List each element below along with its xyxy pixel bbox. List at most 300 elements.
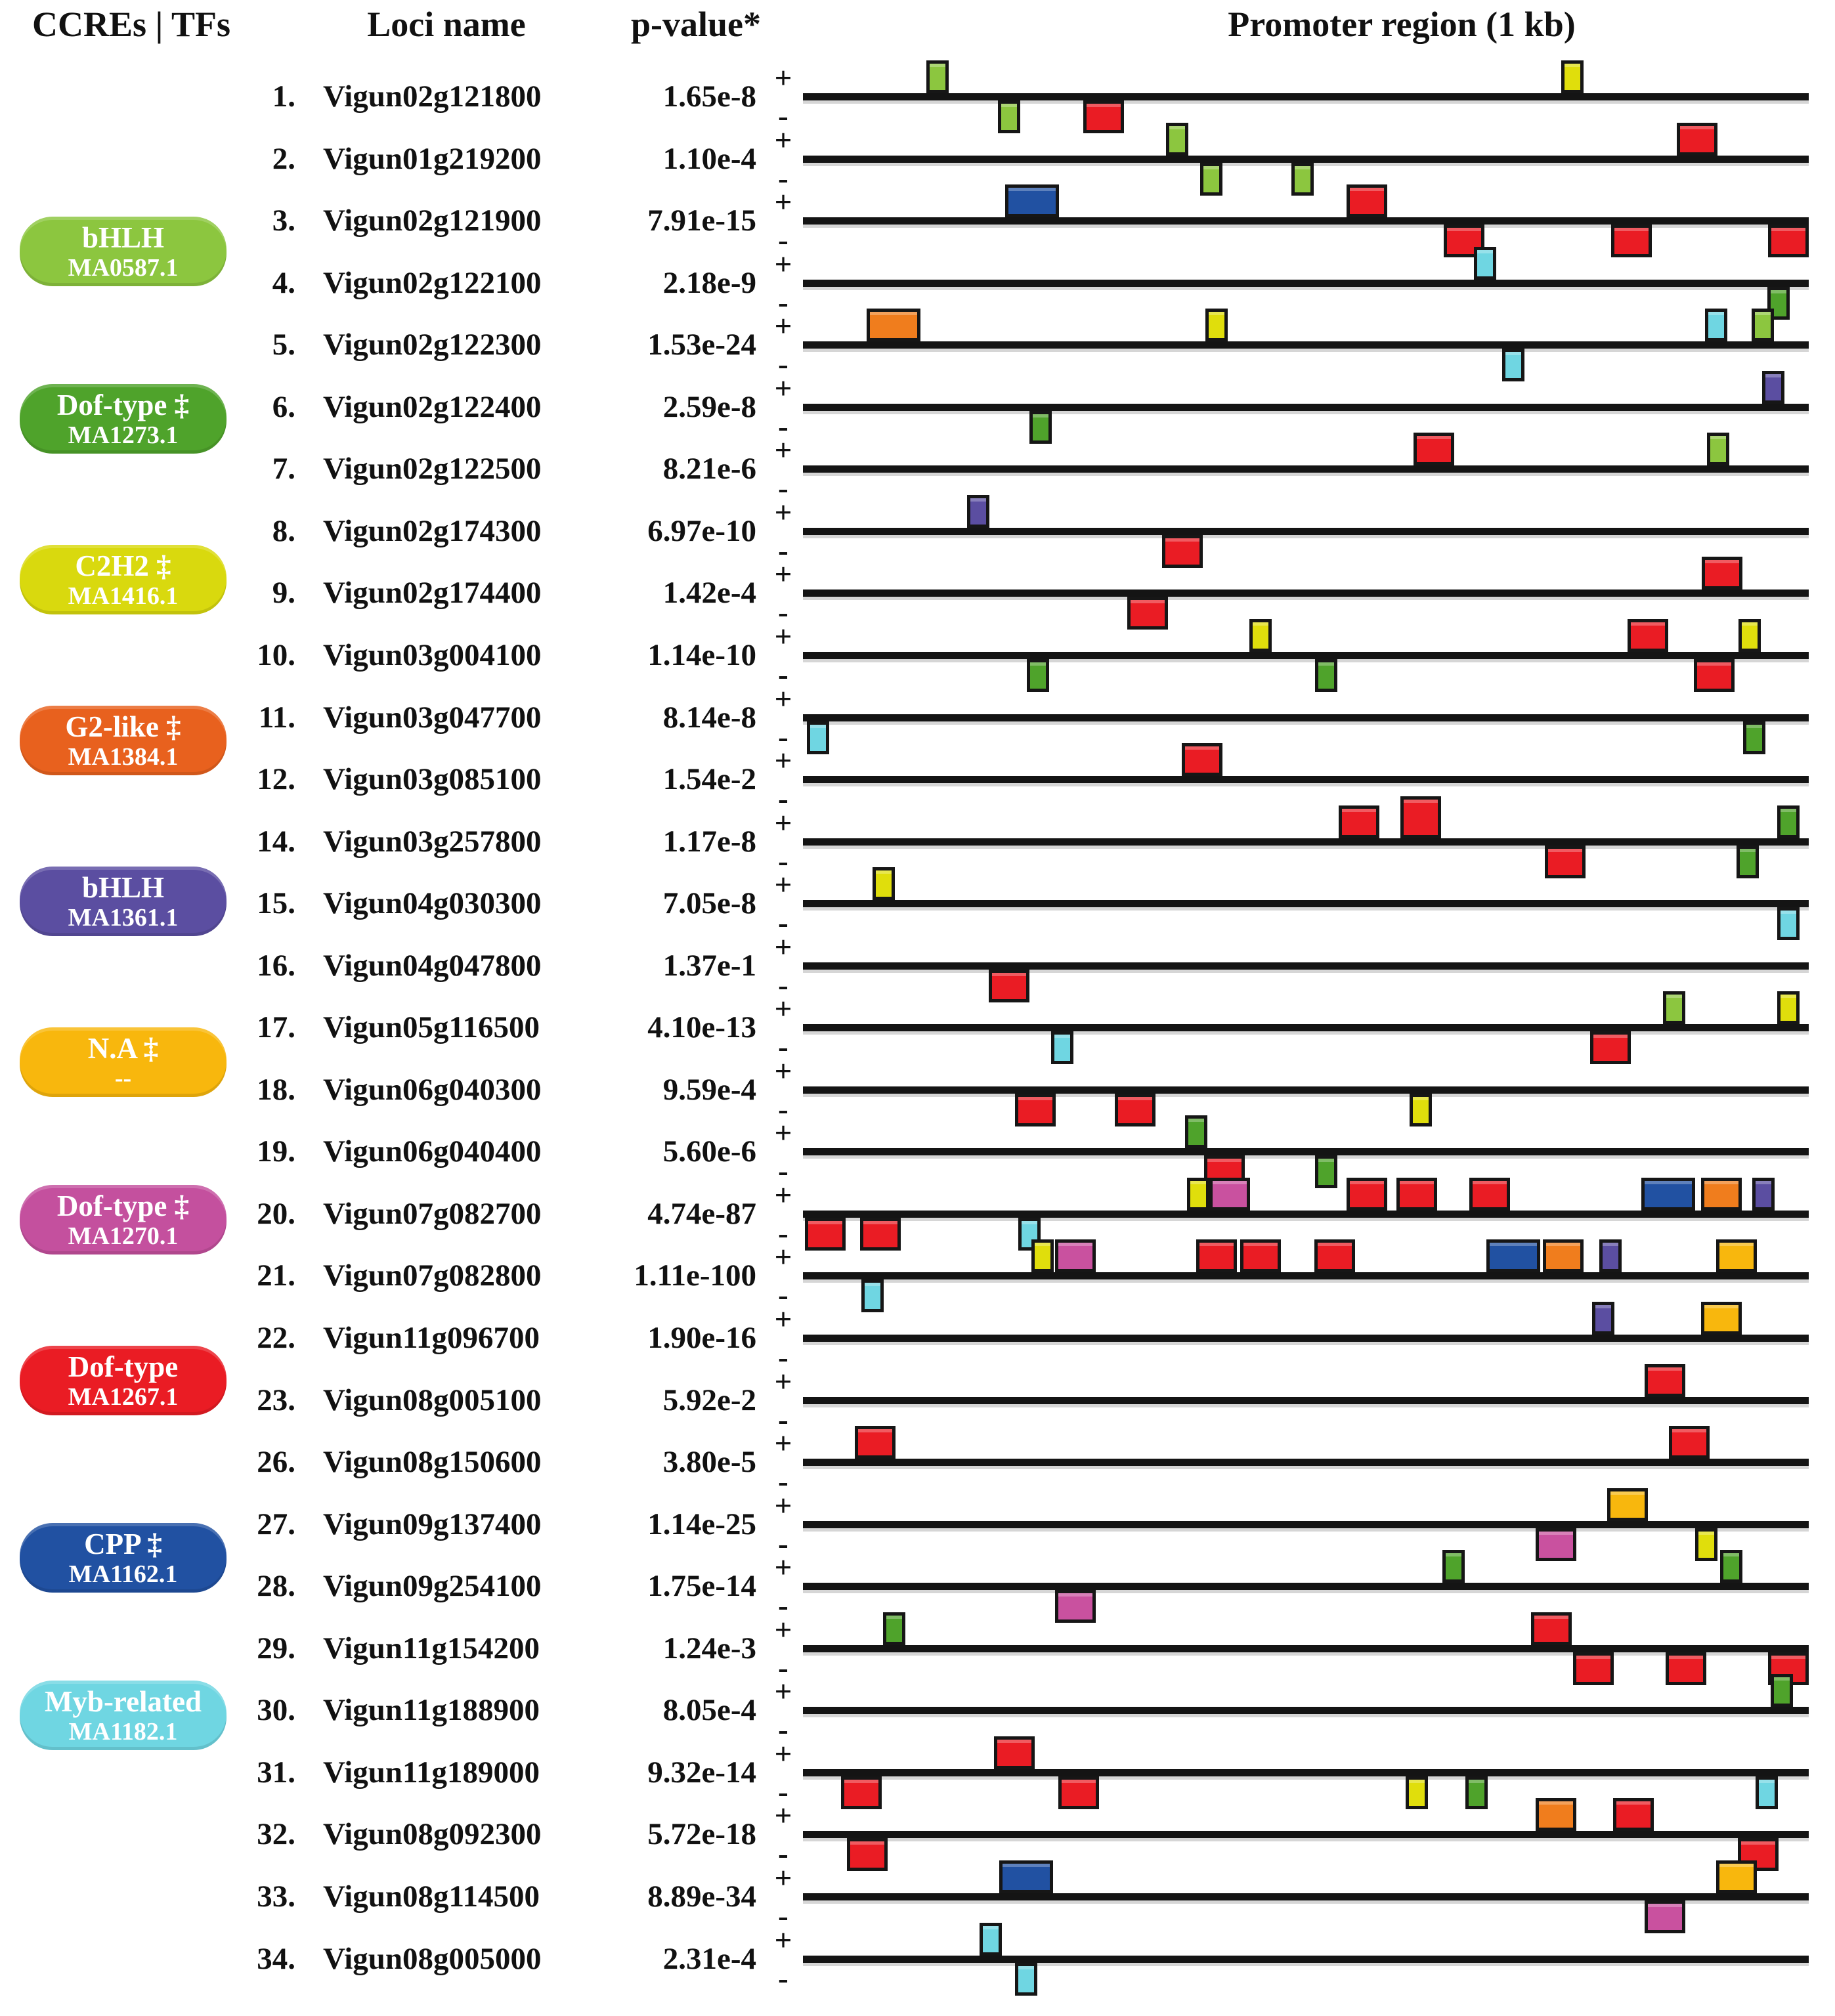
- promoter-line: [803, 528, 1809, 535]
- legend-item-name: Dof-type ‡: [56, 1190, 190, 1222]
- motif-box-cy: [1777, 907, 1800, 940]
- locus-name: Vigun03g257800: [323, 824, 542, 859]
- minus-strand-label: -: [778, 161, 788, 196]
- minus-strand-label: -: [778, 471, 788, 506]
- locus-name: Vigun11g188900: [323, 1693, 540, 1728]
- plus-strand-label: +: [774, 1612, 792, 1647]
- promoter-line: [803, 1893, 1809, 1900]
- plus-strand-label: +: [774, 433, 792, 468]
- motif-box-rd: [1613, 1798, 1654, 1831]
- motif-box-yl: [1249, 619, 1272, 652]
- motif-box-rd: [1015, 1094, 1056, 1126]
- column-header-promoter-region: Promoter region (1 kb): [1228, 5, 1576, 44]
- locus-name: Vigun01g219200: [323, 141, 542, 176]
- row-number: 20.: [257, 1196, 295, 1231]
- motif-box-rd: [1768, 225, 1809, 257]
- minus-strand-label: -: [778, 1589, 788, 1623]
- motif-box-g1: [1166, 123, 1188, 156]
- motif-box-yl: [1695, 1528, 1717, 1561]
- legend-item-id: MA1270.1: [68, 1222, 179, 1250]
- locus-name: Vigun02g121800: [323, 79, 542, 114]
- locus-name: Vigun02g121900: [323, 204, 542, 238]
- plus-strand-label: +: [774, 371, 792, 406]
- row-number: 34.: [257, 1941, 295, 1976]
- plus-strand-label: +: [774, 61, 792, 95]
- motif-box-rd: [1314, 1239, 1355, 1272]
- p-value: 7.91e-15: [647, 204, 756, 238]
- minus-strand-label: -: [778, 1402, 788, 1437]
- row-number: 3.: [272, 204, 295, 238]
- motif-box-rd: [1611, 225, 1652, 257]
- motif-box-cy: [807, 721, 829, 754]
- motif-box-g2: [1027, 659, 1049, 692]
- row-number: 5.: [272, 328, 295, 362]
- plus-strand-label: +: [774, 1923, 792, 1958]
- motif-box-rd: [1182, 743, 1222, 776]
- minus-strand-label: -: [778, 99, 788, 133]
- p-value: 8.05e-4: [662, 1693, 756, 1728]
- minus-strand-label: -: [778, 782, 788, 817]
- plus-strand-label: +: [774, 1736, 792, 1771]
- promoter-line: [803, 93, 1809, 100]
- locus-name: Vigun02g122100: [323, 265, 542, 300]
- legend-item-name: G2-like ‡: [65, 710, 181, 743]
- motif-box-rd: [1347, 184, 1387, 217]
- motif-box-rd: [805, 1218, 846, 1251]
- motif-box-rd: [1628, 619, 1668, 652]
- motif-box-g2: [1465, 1776, 1488, 1809]
- locus-name: Vigun08g092300: [323, 1817, 542, 1852]
- motif-box-yl: [873, 867, 895, 900]
- motif-box-rd: [841, 1776, 882, 1809]
- plus-strand-label: +: [774, 1488, 792, 1523]
- plus-strand-label: +: [774, 1240, 792, 1275]
- promoter-line: [803, 1148, 1809, 1155]
- row-number: 14.: [257, 824, 295, 859]
- motif-box-rd: [994, 1736, 1035, 1769]
- motif-box-rd: [1396, 1178, 1437, 1211]
- p-value: 9.32e-14: [647, 1755, 756, 1790]
- minus-strand-label: -: [778, 844, 788, 878]
- motif-box-pu: [967, 495, 989, 528]
- row-number: 12.: [257, 762, 295, 797]
- motif-box-rd: [1400, 796, 1441, 838]
- promoter-line: [803, 341, 1809, 349]
- promoter-line: [803, 1831, 1809, 1838]
- promoter-line: [803, 1459, 1809, 1466]
- legend-item-name: bHLH: [81, 871, 165, 904]
- promoter-line: [803, 590, 1809, 597]
- promoter-line: [803, 1583, 1809, 1590]
- motif-box-rd: [1115, 1094, 1155, 1126]
- minus-strand-label: -: [778, 1340, 788, 1375]
- plus-strand-label: +: [774, 1364, 792, 1399]
- p-value: 1.14e-25: [647, 1507, 756, 1541]
- row-number: 6.: [272, 389, 295, 424]
- row-number: 4.: [272, 265, 295, 300]
- motif-box-mg: [1645, 1900, 1685, 1933]
- motif-box-or: [1701, 1178, 1742, 1211]
- motif-box-rd: [1694, 659, 1735, 692]
- locus-name: Vigun11g154200: [323, 1631, 540, 1665]
- motif-box-rd: [1058, 1776, 1099, 1809]
- motif-box-g2: [1315, 659, 1337, 692]
- locus-name: Vigun08g005100: [323, 1383, 542, 1417]
- motif-box-am: [1607, 1488, 1648, 1521]
- p-value: 1.53e-24: [647, 328, 756, 362]
- motif-box-rd: [1240, 1239, 1281, 1272]
- motif-box-yl: [1410, 1094, 1432, 1126]
- motif-box-pu: [1599, 1239, 1622, 1272]
- motif-box-rd: [1162, 535, 1203, 568]
- motif-box-g2: [1743, 721, 1765, 754]
- legend-item-name: Dof-type: [68, 1350, 179, 1383]
- locus-name: Vigun09g254100: [323, 1569, 542, 1604]
- promoter-line: [803, 900, 1809, 907]
- motif-box-g2: [1442, 1550, 1465, 1583]
- promoter-line: [803, 465, 1809, 473]
- row-number: 32.: [257, 1817, 295, 1852]
- motif-box-g1: [926, 60, 949, 93]
- p-value: 1.11e-100: [634, 1258, 756, 1293]
- p-value: 5.92e-2: [662, 1383, 756, 1417]
- plus-strand-label: +: [774, 1302, 792, 1337]
- minus-strand-label: -: [778, 1278, 788, 1313]
- row-number: 31.: [257, 1755, 295, 1790]
- legend-item-id: MA1267.1: [68, 1383, 179, 1411]
- motif-box-am: [1701, 1302, 1742, 1335]
- promoter-line: [803, 962, 1809, 970]
- locus-name: Vigun05g116500: [323, 1010, 540, 1045]
- motif-box-rd: [1083, 100, 1124, 133]
- motif-box-bl: [999, 1860, 1053, 1893]
- motif-box-am: [1716, 1239, 1757, 1272]
- p-value: 8.21e-6: [662, 452, 756, 486]
- motif-box-rd: [1127, 597, 1168, 630]
- legend-item-name: Dof-type ‡: [56, 389, 190, 421]
- motif-box-g1: [1200, 163, 1222, 196]
- motif-box-bl: [1486, 1239, 1540, 1272]
- motif-box-g1: [1291, 163, 1314, 196]
- p-value: 5.72e-18: [647, 1817, 756, 1852]
- row-number: 17.: [257, 1010, 295, 1045]
- plus-strand-label: +: [774, 619, 792, 654]
- promoter-line: [803, 1086, 1809, 1094]
- promoter-line: [803, 714, 1809, 721]
- p-value: 1.24e-3: [662, 1631, 756, 1665]
- locus-name: Vigun03g004100: [323, 637, 542, 672]
- minus-strand-label: -: [778, 533, 788, 568]
- row-number: 7.: [272, 452, 295, 486]
- motif-box-yl: [1561, 60, 1584, 93]
- motif-box-cy: [1051, 1031, 1073, 1064]
- p-value: 9.59e-4: [662, 1072, 756, 1107]
- row-number: 28.: [257, 1569, 295, 1604]
- motif-box-g2: [883, 1612, 905, 1645]
- motif-box-bl: [1005, 184, 1059, 217]
- minus-strand-label: -: [778, 968, 788, 1002]
- locus-name: Vigun04g047800: [323, 948, 542, 983]
- motif-box-cy: [980, 1923, 1002, 1956]
- motif-box-mg: [1055, 1239, 1096, 1272]
- p-value: 1.37e-1: [662, 948, 756, 983]
- motif-box-g2: [1029, 411, 1052, 444]
- legend-item-id: MA1361.1: [68, 904, 179, 932]
- minus-strand-label: -: [778, 1154, 788, 1189]
- motif-box-mg: [1209, 1178, 1250, 1211]
- plus-strand-label: +: [774, 309, 792, 344]
- p-value: 8.89e-34: [647, 1879, 756, 1914]
- promoter-line: [803, 280, 1809, 287]
- motif-box-rd: [1669, 1426, 1710, 1459]
- legend-item-id: --: [114, 1065, 132, 1092]
- promoter-line: [803, 1707, 1809, 1714]
- minus-strand-label: -: [778, 409, 788, 444]
- row-number: 10.: [257, 637, 295, 672]
- motif-box-pu: [1592, 1302, 1614, 1335]
- motif-box-g2: [1720, 1550, 1742, 1583]
- motif-box-cy: [1756, 1776, 1778, 1809]
- motif-box-cy: [1502, 349, 1524, 381]
- locus-name: Vigun02g122300: [323, 328, 542, 362]
- row-number: 27.: [257, 1507, 295, 1541]
- legend-item-name: N.A ‡: [87, 1032, 159, 1065]
- plus-strand-label: +: [774, 744, 792, 779]
- row-number: 11.: [258, 700, 295, 735]
- minus-strand-label: -: [778, 1898, 788, 1933]
- motif-box-yl: [1738, 619, 1761, 652]
- motif-box-or: [867, 309, 920, 341]
- motif-box-rd: [1666, 1652, 1706, 1685]
- promoter-line: [803, 838, 1809, 846]
- motif-box-yl: [1031, 1239, 1054, 1272]
- motif-box-rd: [1590, 1031, 1631, 1064]
- motif-box-rd: [1677, 123, 1717, 156]
- motif-box-rd: [847, 1838, 888, 1871]
- plus-strand-label: +: [774, 1426, 792, 1461]
- motif-box-cy: [1015, 1963, 1037, 1996]
- plus-strand-label: +: [774, 557, 792, 592]
- row-number: 30.: [257, 1693, 295, 1728]
- p-value: 4.74e-87: [647, 1196, 756, 1231]
- plus-strand-label: +: [774, 123, 792, 158]
- motif-box-g1: [998, 100, 1020, 133]
- p-value: 2.18e-9: [662, 265, 756, 300]
- locus-name: Vigun04g030300: [323, 886, 542, 921]
- motif-box-rd: [860, 1218, 901, 1251]
- legend-item-id: MA0587.1: [68, 254, 179, 282]
- locus-name: Vigun02g174300: [323, 513, 542, 548]
- minus-strand-label: -: [778, 1837, 788, 1872]
- motif-box-g1: [1752, 309, 1774, 341]
- p-value: 7.05e-8: [662, 886, 756, 921]
- p-value: 8.14e-8: [662, 700, 756, 735]
- locus-name: Vigun09g137400: [323, 1507, 542, 1541]
- locus-name: Vigun03g047700: [323, 700, 542, 735]
- plus-strand-label: +: [774, 1675, 792, 1709]
- locus-name: Vigun11g096700: [323, 1321, 540, 1355]
- p-value: 1.75e-14: [647, 1569, 756, 1604]
- locus-name: Vigun02g174400: [323, 576, 542, 611]
- motif-box-cy: [861, 1279, 884, 1312]
- legend-item-id: MA1384.1: [68, 743, 179, 771]
- legend-item-id: MA1182.1: [68, 1718, 178, 1746]
- minus-strand-label: -: [778, 1526, 788, 1561]
- motif-box-g2: [1777, 805, 1800, 838]
- motif-box-g2: [1185, 1115, 1207, 1148]
- motif-box-cy: [1474, 247, 1496, 280]
- legend-item-id: MA1416.1: [68, 582, 179, 610]
- legend-item-name: bHLH: [81, 221, 165, 254]
- motif-box-rd: [1531, 1612, 1572, 1645]
- legend-item-name: Myb-related: [44, 1685, 202, 1718]
- promoter-line: [803, 404, 1809, 411]
- legend-item-id: MA1162.1: [68, 1560, 178, 1588]
- motif-box-mg: [1055, 1590, 1096, 1623]
- plus-strand-label: +: [774, 930, 792, 964]
- p-value: 1.10e-4: [662, 141, 756, 176]
- promoter-line: [803, 1024, 1809, 1031]
- locus-name: Vigun06g040400: [323, 1134, 542, 1169]
- row-number: 19.: [257, 1134, 295, 1169]
- row-number: 1.: [272, 79, 295, 114]
- column-header-loci-name: Loci name: [367, 5, 526, 44]
- minus-strand-label: -: [778, 1774, 788, 1809]
- motif-box-or: [1543, 1239, 1584, 1272]
- plus-strand-label: +: [774, 681, 792, 716]
- minus-strand-label: -: [778, 1465, 788, 1499]
- legend-item-name: CPP ‡: [84, 1528, 162, 1560]
- p-value: 1.65e-8: [662, 79, 756, 114]
- motif-box-cy: [1705, 309, 1727, 341]
- minus-strand-label: -: [778, 347, 788, 382]
- row-number: 33.: [257, 1879, 295, 1914]
- plus-strand-label: +: [774, 185, 792, 220]
- plus-strand-label: +: [774, 1551, 792, 1585]
- row-number: 29.: [257, 1631, 295, 1665]
- locus-name: Vigun11g189000: [323, 1755, 540, 1790]
- promoter-line: [803, 1769, 1809, 1776]
- p-value: 3.80e-5: [662, 1445, 756, 1480]
- p-value: 1.90e-16: [647, 1321, 756, 1355]
- promoter-line: [803, 1397, 1809, 1404]
- locus-name: Vigun08g005000: [323, 1941, 542, 1976]
- minus-strand-label: -: [778, 1030, 788, 1065]
- row-number: 23.: [257, 1383, 295, 1417]
- row-number: 16.: [257, 948, 295, 983]
- promoter-line: [803, 1335, 1809, 1342]
- motif-box-pu: [1762, 371, 1784, 404]
- motif-box-mg: [1536, 1528, 1576, 1561]
- motif-box-bl: [1641, 1178, 1695, 1211]
- row-number: 15.: [257, 886, 295, 921]
- plus-strand-label: +: [774, 1860, 792, 1895]
- motif-box-g2: [1771, 1674, 1793, 1707]
- minus-strand-label: -: [778, 1092, 788, 1126]
- motif-box-or: [1536, 1798, 1576, 1831]
- motif-box-rd: [1573, 1652, 1614, 1685]
- p-value: 2.59e-8: [662, 389, 756, 424]
- plus-strand-label: +: [774, 247, 792, 282]
- plus-strand-label: +: [774, 495, 792, 530]
- motif-box-g2: [1315, 1155, 1337, 1188]
- plus-strand-label: +: [774, 1799, 792, 1834]
- motif-box-yl: [1777, 991, 1800, 1024]
- motif-box-rd: [1645, 1364, 1685, 1397]
- plus-strand-label: +: [774, 1178, 792, 1212]
- minus-strand-label: -: [778, 223, 788, 258]
- p-value: 1.42e-4: [662, 576, 756, 611]
- promoter-line: [803, 1956, 1809, 1963]
- minus-strand-label: -: [778, 906, 788, 941]
- legend-item-id: MA1273.1: [68, 421, 179, 449]
- promoter-line: [803, 1211, 1809, 1218]
- row-number: 21.: [257, 1258, 295, 1293]
- minus-strand-label: -: [778, 595, 788, 630]
- row-number: 2.: [272, 141, 295, 176]
- locus-name: Vigun03g085100: [323, 762, 542, 797]
- p-value: 4.10e-13: [647, 1010, 756, 1045]
- motif-box-g1: [1707, 433, 1729, 465]
- promoter-line: [803, 1272, 1809, 1279]
- locus-name: Vigun02g122400: [323, 389, 542, 424]
- minus-strand-label: -: [778, 285, 788, 320]
- column-header-p-value: p-value*: [630, 5, 762, 44]
- motif-box-g1: [1663, 991, 1685, 1024]
- minus-strand-label: -: [778, 657, 788, 692]
- motif-box-rd: [1347, 1178, 1387, 1211]
- plus-strand-label: +: [774, 992, 792, 1027]
- motif-box-rd: [1702, 557, 1742, 590]
- p-value: 1.14e-10: [647, 637, 756, 672]
- motif-box-rd: [1196, 1239, 1237, 1272]
- motif-box-g2: [1737, 846, 1759, 878]
- row-number: 8.: [272, 513, 295, 548]
- minus-strand-label: -: [778, 1216, 788, 1251]
- locus-name: Vigun07g082700: [323, 1196, 542, 1231]
- minus-strand-label: -: [778, 1713, 788, 1748]
- minus-strand-label: -: [778, 1650, 788, 1685]
- motif-box-am: [1716, 1860, 1757, 1893]
- legend-item-name: C2H2 ‡: [75, 549, 171, 582]
- plus-strand-label: +: [774, 868, 792, 903]
- row-number: 9.: [272, 576, 295, 611]
- column-header-ccres-tfs: CCREs | TFs: [32, 5, 230, 44]
- promoter-line: [803, 156, 1809, 163]
- p-value: 6.97e-10: [647, 513, 756, 548]
- p-value: 1.54e-2: [662, 762, 756, 797]
- p-value: 1.17e-8: [662, 824, 756, 859]
- minus-strand-label: -: [778, 1961, 788, 1996]
- row-number: 26.: [257, 1445, 295, 1480]
- promoter-line: [803, 1645, 1809, 1652]
- plus-strand-label: +: [774, 1054, 792, 1088]
- locus-name: Vigun07g082800: [323, 1258, 542, 1293]
- locus-name: Vigun02g122500: [323, 452, 542, 486]
- motif-box-rd: [989, 970, 1029, 1002]
- locus-name: Vigun06g040300: [323, 1072, 542, 1107]
- p-value: 5.60e-6: [662, 1134, 756, 1169]
- promoter-line: [803, 776, 1809, 783]
- motif-box-rd: [1339, 805, 1379, 838]
- motif-box-yl: [1205, 309, 1228, 341]
- p-value: 2.31e-4: [662, 1941, 756, 1976]
- motif-box-rd: [1545, 846, 1586, 878]
- motif-box-rd: [1469, 1178, 1510, 1211]
- promoter-line: [803, 652, 1809, 659]
- row-number: 18.: [257, 1072, 295, 1107]
- motif-box-rd: [855, 1426, 896, 1459]
